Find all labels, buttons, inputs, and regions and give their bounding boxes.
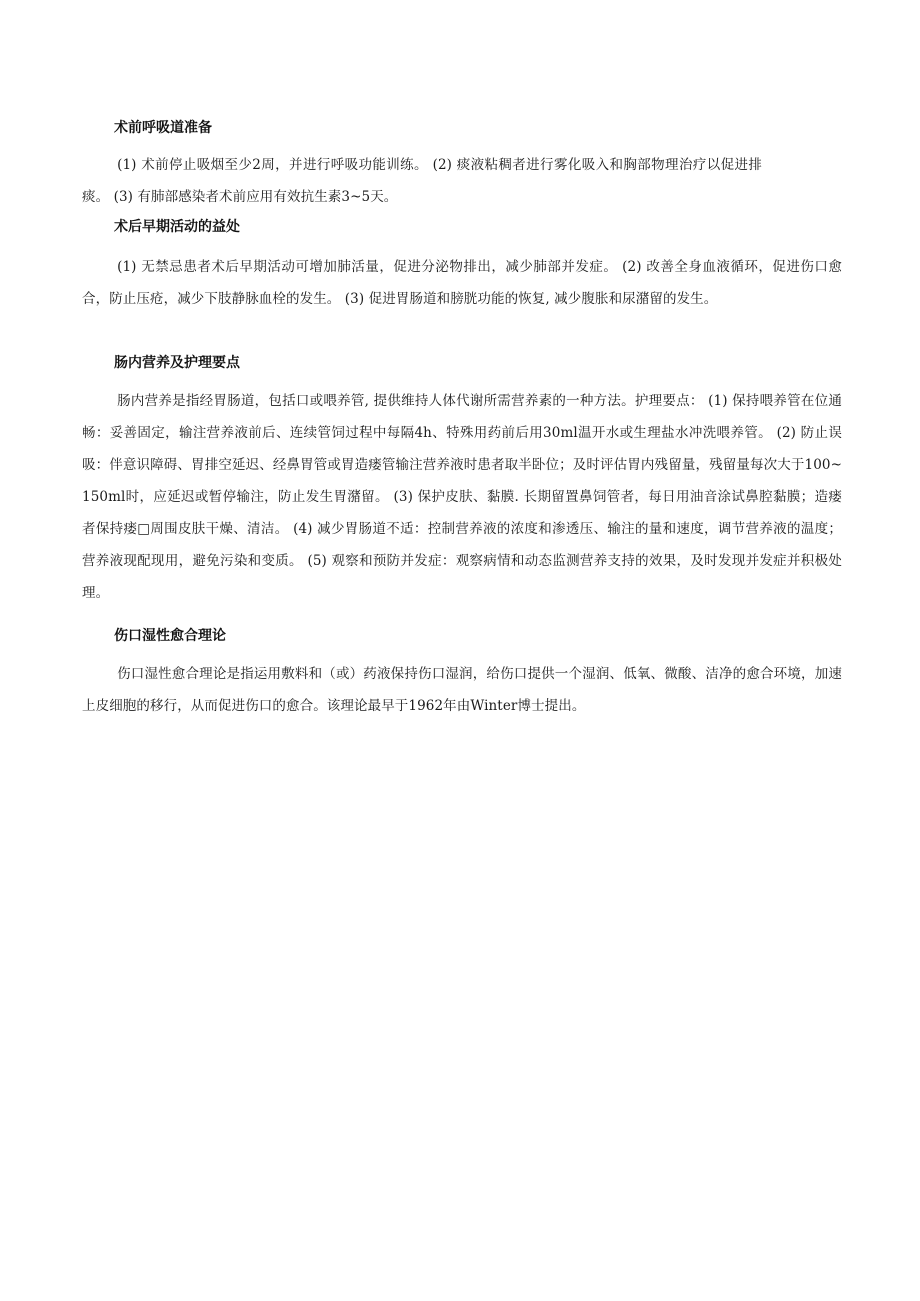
section-heading: 术后早期活动的益处 — [114, 219, 240, 235]
section-enteral-nutrition — [82, 353, 842, 609]
section-early-activity — [82, 217, 842, 315]
section-body: 肠内营养是指经胃肠道，包括口或喂养管, 提供维持人体代谢所需营养素的一种方法。护理要点： (1) 保持喂养管在位通畅：妥善固定，输注营养液前后、连续管饲过程中每隔4h、特殊用药前后用30ml温开水或生理盐水冲洗喂养管。 (2) 防止误吸：伴意识障碍、胃排空延迟、经鼻胃管或胃造瘘管输注营养液时患者取半卧位；及时评估胃内残留量，残留量每次大于100~150ml时，应延迟或暂停输注，防止发生胃潴留。 (3) 保护皮肤、黏膜. 长期留置鼻饲管者，每日用油音涂试鼻腔黏膜；造瘘者保持瘘□周围皮肤干燥、清洁。 (4) 减少胃肠道不适：控制营养液的浓度和渗透压、输注的量和速度，调节营养液的温度；营养液现配现用，避免污染和变质。 (5) 观察和预防并发症：观察病情和动态监测营养支持的效果，及时发现并发症并积极处理。 — [82, 393, 842, 601]
section-respiratory-prep — [82, 118, 842, 213]
section-body: (1) 无禁忌患者术后早期活动可增加肺活量，促进分泌物排出，减少肺部并发症。 (2) 改善全身血液循环，促进伤口愈合，防止压疮，减少下肢静脉血栓的发生。 (3) 促进胃肠道和膀胱功能的恢复, 减少腹胀和尿潴留的发生。 — [82, 259, 842, 307]
section-moist-wound-healing — [82, 626, 842, 722]
section-body: (1) 术前停止吸烟至少2周，并进行呼吸功能训练。 (2) 痰液粘稠者进行雾化吸入和胸部物理治疗以促进排痰。 (3) 有肺部感染者术前应用有效抗生素3~5天。 — [82, 157, 762, 205]
section-heading: 伤口湿性愈合理论 — [114, 628, 226, 644]
section-heading: 肠内营养及护理要点 — [114, 355, 240, 371]
section-heading: 术前呼吸道准备 — [114, 120, 212, 136]
section-body: 伤口湿性愈合理论是指运用敷料和（或）药液保持伤口湿润，给伤口提供一个湿润、低氧、微酸、洁净的愈合环境，加速上皮细胞的移行，从而促进伤口的愈合。该理论最早于1962年由Winter博士提出。 — [82, 666, 842, 714]
